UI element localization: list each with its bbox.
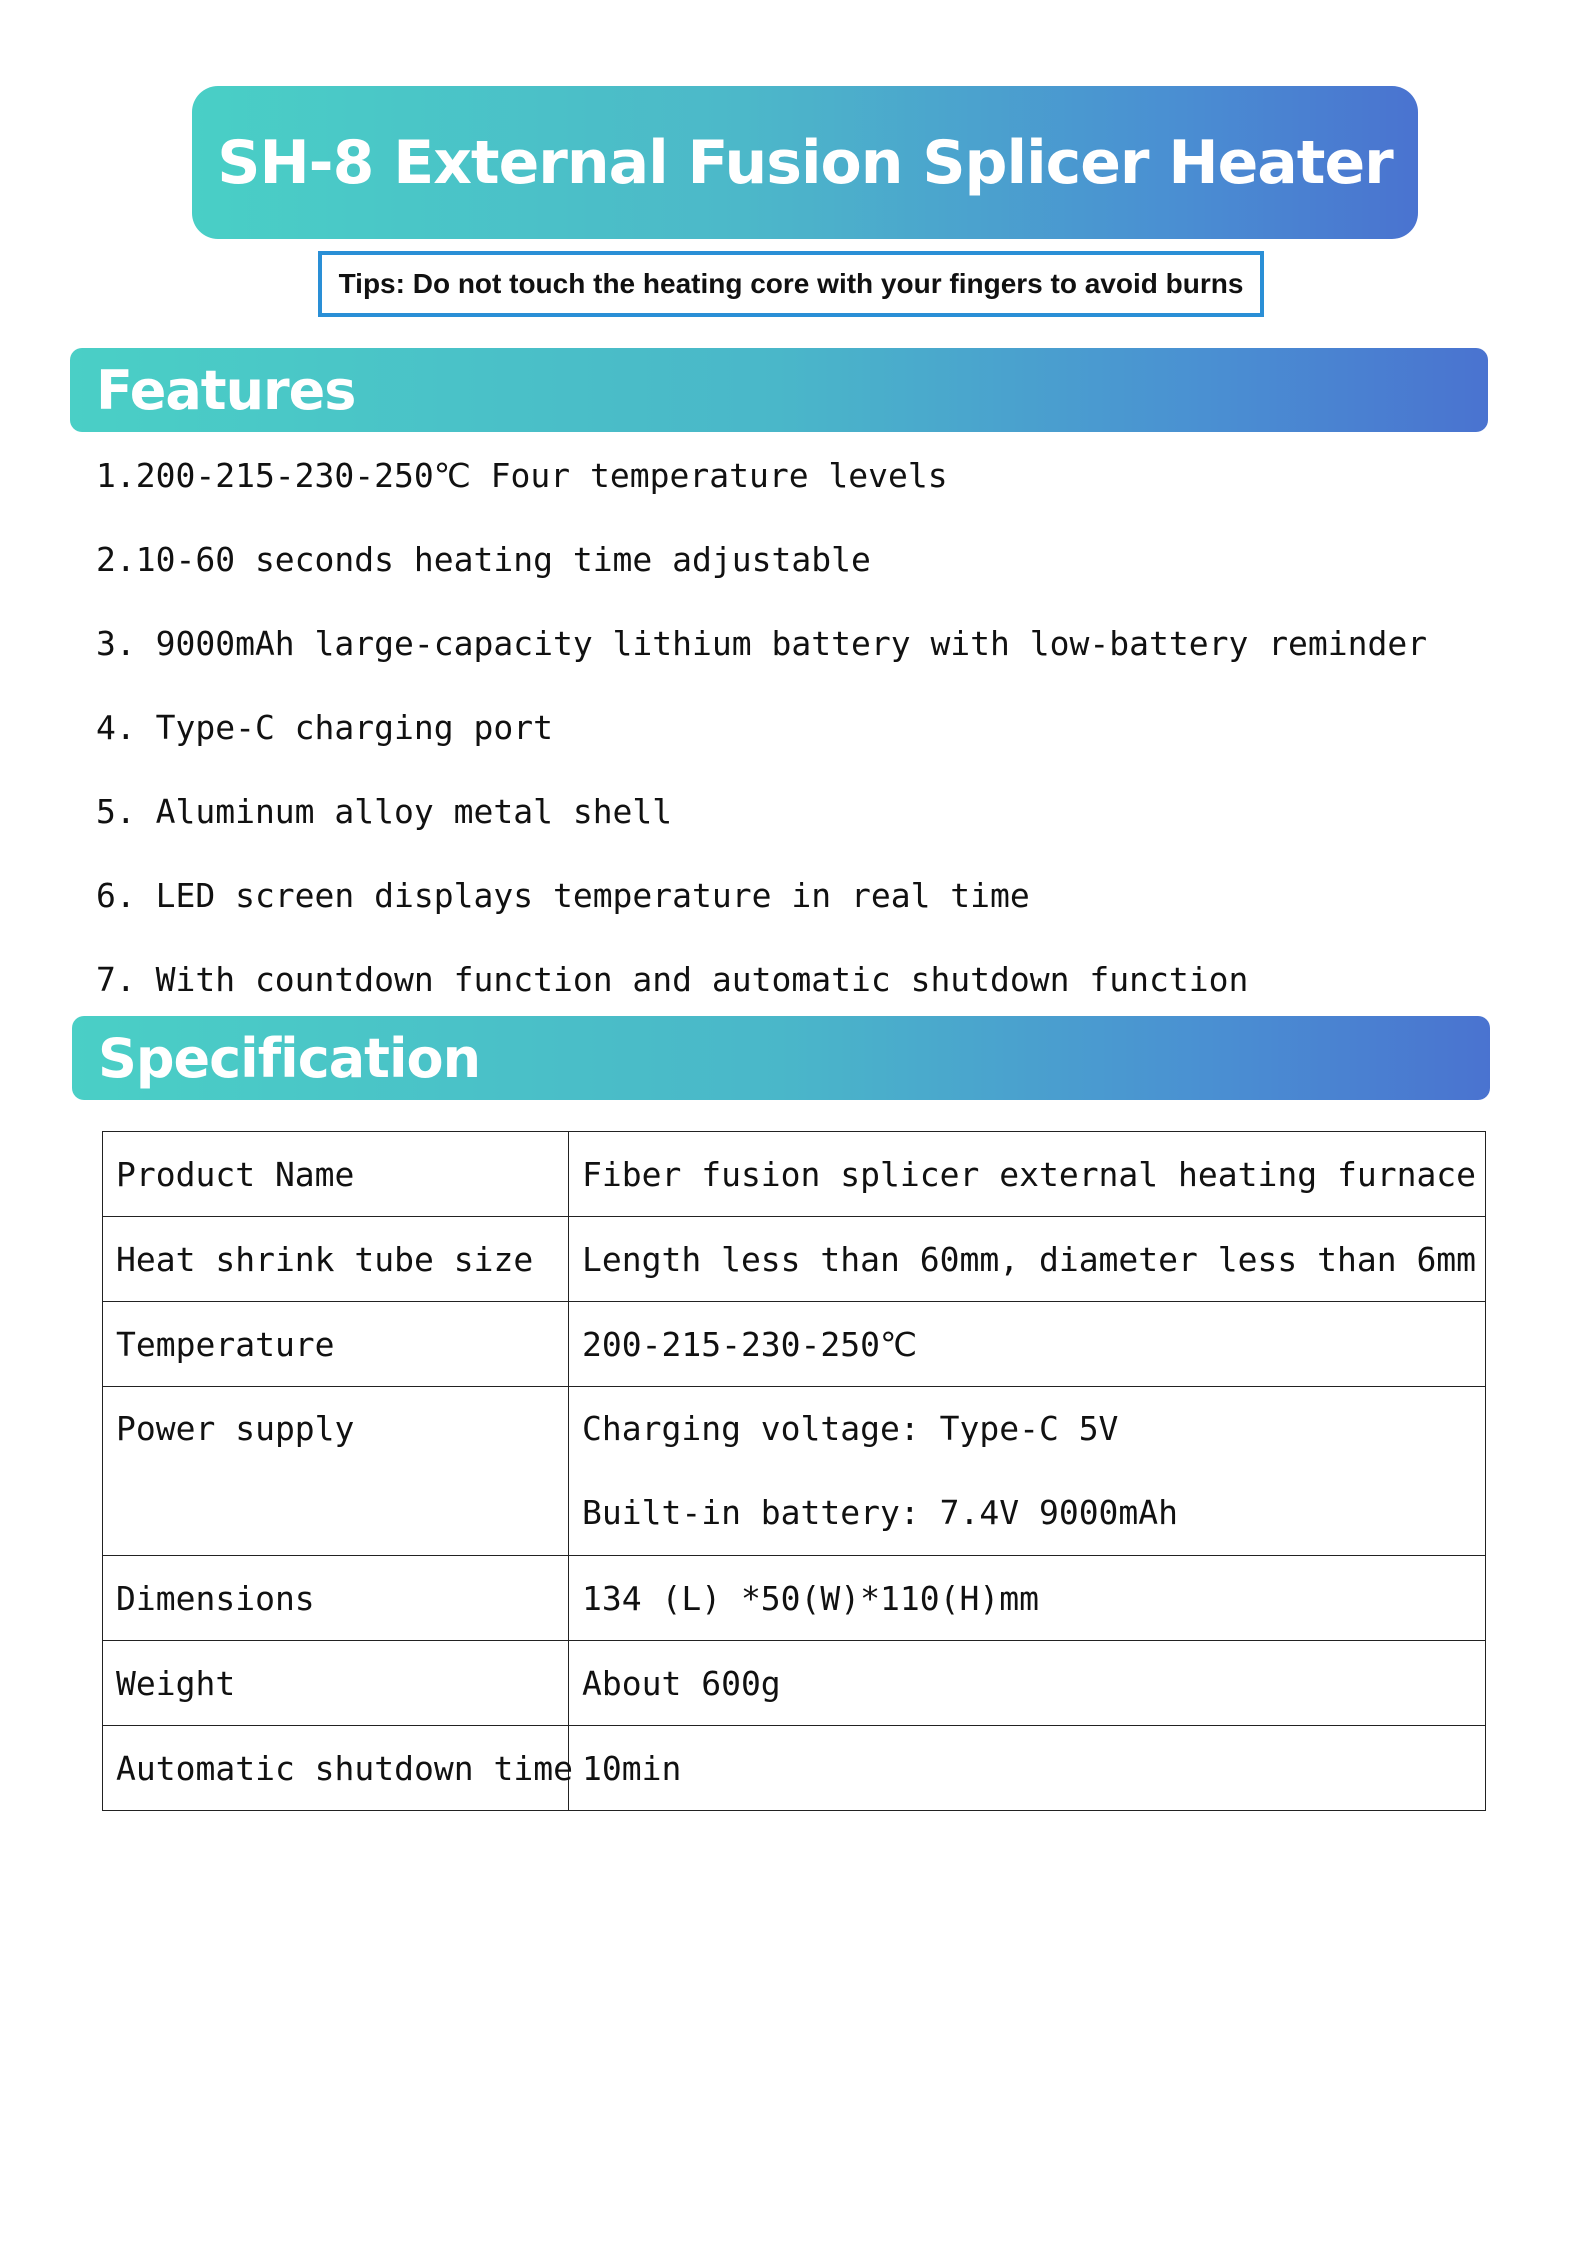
spec-label: Product Name — [103, 1132, 569, 1217]
feature-item: 7. With countdown function and automatic shutdown function — [96, 960, 1249, 999]
table-row — [103, 1217, 1486, 1302]
spec-value: About 600g — [569, 1641, 1486, 1726]
table-row — [103, 1132, 1486, 1217]
spec-value-cell — [569, 1387, 1486, 1556]
page-title: SH-8 External Fusion Splicer Heater — [217, 127, 1393, 198]
tips-box — [318, 251, 1264, 317]
feature-item: 5. Aluminum alloy metal shell — [96, 792, 673, 831]
spec-value: Fiber fusion splicer external heating furnace — [569, 1132, 1486, 1217]
specification-title: Specification — [98, 1026, 481, 1090]
spec-value: 134 (L) *50(W)*110(H)mm — [569, 1556, 1486, 1641]
feature-item: 4. Type-C charging port — [96, 708, 553, 747]
table-row — [103, 1726, 1486, 1811]
feature-item: 6. LED screen displays temperature in real time — [96, 876, 1030, 915]
spec-value-line: Built-in battery: 7.4V 9000mAh — [582, 1493, 1179, 1532]
spec-value: 200-215-230-250℃ — [569, 1302, 1486, 1387]
table-row — [103, 1641, 1486, 1726]
title-banner — [192, 86, 1418, 239]
table-row — [103, 1302, 1486, 1387]
features-title: Features — [96, 358, 356, 422]
feature-item: 3. 9000mAh large-capacity lithium battery with low-battery reminder — [96, 624, 1428, 663]
feature-item: 2.10-60 seconds heating time adjustable — [96, 540, 871, 579]
spec-value-line: Charging voltage: Type-C 5V — [582, 1409, 1119, 1448]
features-header — [70, 348, 1488, 432]
spec-label-cell — [103, 1387, 569, 1556]
spec-label: Heat shrink tube size — [103, 1217, 569, 1302]
spec-label: Weight — [103, 1641, 569, 1726]
spec-label: Temperature — [103, 1302, 569, 1387]
spec-label: Power supply — [116, 1409, 355, 1448]
table-row — [103, 1556, 1486, 1641]
table-row — [103, 1387, 1486, 1556]
tips-text: Tips: Do not touch the heating core with your fingers to avoid burns — [338, 268, 1244, 299]
spec-value: 10min — [569, 1726, 1486, 1811]
spec-label: Automatic shutdown time — [103, 1726, 569, 1811]
spec-label: Dimensions — [103, 1556, 569, 1641]
specification-table — [102, 1131, 1486, 1811]
specification-header — [72, 1016, 1490, 1100]
feature-item: 1.200-215-230-250℃ Four temperature levels — [96, 456, 948, 495]
features-list — [96, 446, 1427, 1034]
spec-value: Length less than 60mm, diameter less than 6mm — [569, 1217, 1486, 1302]
